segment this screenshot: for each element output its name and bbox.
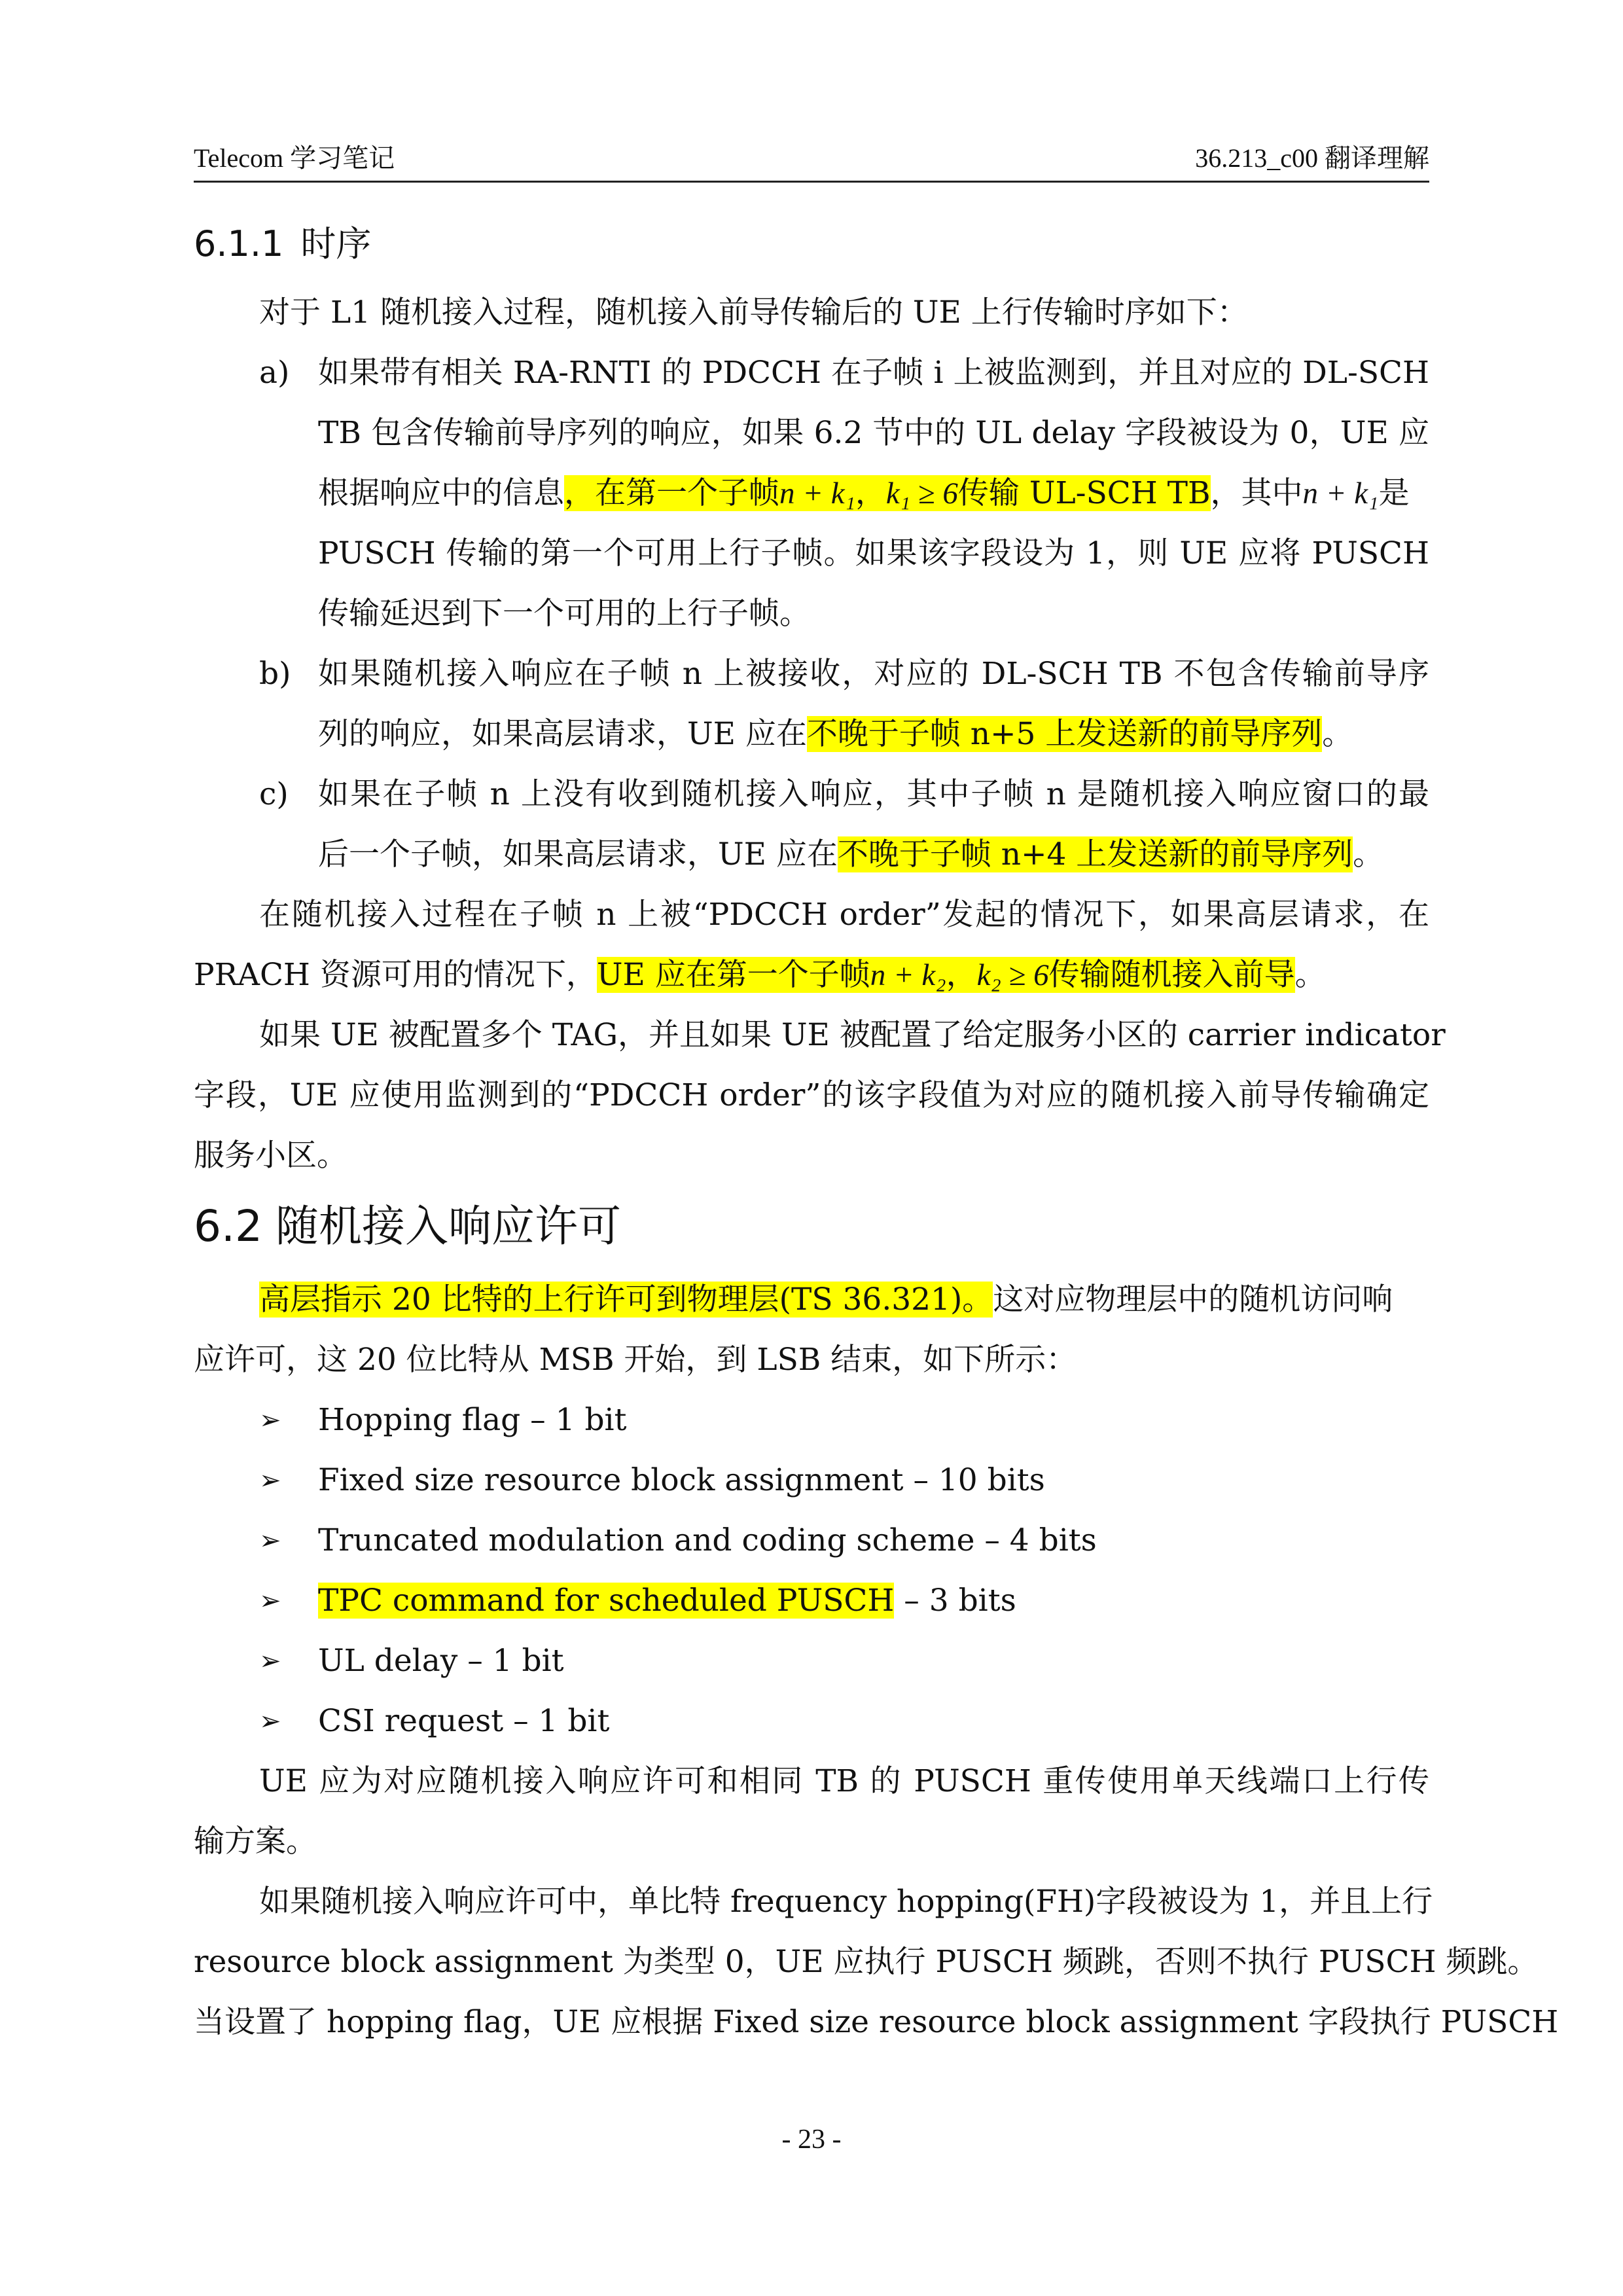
text-run: ， [946, 957, 977, 993]
text-run: 这对应物理层中的随机访问响 [993, 1282, 1393, 1318]
math-expr: n + k₂ [870, 958, 946, 992]
text-run: 根据响应中的信息 [318, 475, 564, 511]
section-title: 随机接入响应许可 [275, 1201, 621, 1251]
text-run: 是 [1378, 475, 1410, 511]
text-run: ， [855, 475, 886, 511]
section-number: 6.2 [194, 1201, 262, 1251]
item-a-line-4: PUSCH 传输的第一个可用上行子帧。如果该字段设为 1，则 UE 应将 PUSCH [318, 535, 1429, 571]
hopping-paragraph-line-2: resource block assignment 为类型 0，UE 应执行 PUSCH 频跳，否则不执行 PUSCH 频跳。 [194, 1944, 1539, 1980]
item-a-line-5: 传输延迟到下一个可用的上行子帧。 [318, 596, 810, 632]
grant-paragraph-line-2: 应许可，这 20 位比特从 MSB 开始，到 LSB 结束，如下所示： [194, 1342, 1077, 1378]
highlight-run: 不晚于子帧 n+5 上发送新的前导序列 [806, 716, 1323, 752]
text-run: 。 [1353, 836, 1384, 872]
text-run: 后一个子帧，如果高层请求，UE 应在 [318, 836, 838, 872]
bullet-item: Truncated modulation and coding scheme – 4 bits [318, 1522, 1097, 1558]
text-run: 列的响应，如果高层请求，UE 应在 [318, 716, 807, 752]
hopping-paragraph-line-3: 当设置了 hopping flag，UE 应根据 Fixed size resource block assignment 字段执行 PUSCH [194, 2004, 1559, 2040]
math-expr: n + k₁ [1302, 476, 1379, 511]
single-antenna-line-1: UE 应为对应随机接入响应许可和相同 TB 的 PUSCH 重传使用单天线端口上行传 [259, 1763, 1429, 1799]
page-number: - 23 - [781, 2125, 842, 2155]
tag-paragraph-line-3: 服务小区。 [194, 1138, 348, 1174]
arrow-bullet-icon: ➢ [259, 1646, 281, 1676]
item-a-label: a) [259, 355, 290, 391]
grant-paragraph-line-1 [259, 1280, 1393, 1319]
text-run: 。 [1322, 716, 1353, 752]
text-run: 传输 UL-SCH TB [957, 475, 1211, 511]
item-b-line-1: 如果随机接入响应在子帧 n 上被接收，对应的 DL-SCH TB 不包含传输前导序 [318, 656, 1429, 692]
bullet-item: Fixed size resource block assignment – 10 bits [318, 1462, 1045, 1498]
item-c-line-1: 如果在子帧 n 上没有收到随机接入响应，其中子帧 n 是随机接入响应窗口的最 [318, 776, 1429, 812]
arrow-bullet-icon: ➢ [259, 1706, 281, 1736]
item-a-line-3 [318, 474, 1409, 513]
arrow-bullet-icon: ➢ [259, 1405, 281, 1435]
arrow-bullet-icon: ➢ [259, 1526, 281, 1556]
bullet-item [318, 1581, 1016, 1621]
highlight-run: TPC command for scheduled PUSCH [318, 1583, 895, 1619]
bullet-item: Hopping flag – 1 bit [318, 1402, 627, 1438]
highlight-run [597, 957, 1295, 993]
section-heading-6-2 [194, 1191, 621, 1253]
text-run: ，其中 [1210, 475, 1303, 511]
math-expr: k₁ ≥ 6 [885, 476, 958, 511]
tag-paragraph-line-2: 字段，UE 应使用监测到的“PDCCH order”的该字段值为对应的随机接入前导传输确定 [194, 1077, 1429, 1113]
highlight-run: 高层指示 20 比特的上行许可到物理层(TS 36.321)。 [259, 1282, 993, 1318]
item-a-line-1: 如果带有相关 RA-RNTI 的 PDCCH 在子帧 i 上被监测到，并且对应的 DL-SCH [318, 355, 1429, 391]
item-a-line-2: TB 包含传输前导序列的响应，如果 6.2 节中的 UL delay 字段被设为 0，UE 应 [318, 415, 1429, 451]
pdcch-order-line-2 [194, 956, 1326, 995]
math-expr: n + k₁ [779, 476, 855, 511]
math-expr: k₂ ≥ 6 [976, 958, 1049, 992]
item-c-label: c) [259, 776, 289, 812]
item-c-line-2 [318, 835, 1383, 874]
section-number: 6.1.1 [194, 223, 284, 264]
hopping-paragraph-line-1: 如果随机接入响应许可中，单比特 frequency hopping(FH)字段被设为 1，并且上行 [259, 1884, 1433, 1920]
text-run: PRACH 资源可用的情况下， [194, 957, 597, 993]
section-title: 时序 [300, 223, 372, 264]
intro-paragraph: 对于 L1 随机接入过程，随机接入前导传输后的 UE 上行传输时序如下： [259, 295, 1248, 331]
text-run: 传输随机接入前导 [1048, 957, 1295, 993]
header-rule [194, 181, 1429, 183]
item-b-label: b) [259, 656, 291, 692]
highlight-run: 不晚于子帧 n+4 上发送新的前导序列 [837, 836, 1353, 872]
section-heading-6-1-1 [194, 216, 371, 266]
text-run: UE 应在第一个子帧 [596, 957, 870, 993]
header-right-title: 36.213_c00 翻译理解 [1195, 143, 1429, 173]
text-run: ，在第一个子帧 [564, 475, 779, 511]
arrow-bullet-icon: ➢ [259, 1586, 281, 1616]
text-run: – 3 bits [894, 1583, 1016, 1619]
header-left-title: Telecom 学习笔记 [194, 143, 395, 173]
highlight-run [564, 475, 1211, 511]
pdcch-order-line-1: 在随机接入过程在子帧 n 上被“PDCCH order”发起的情况下，如果高层请求，在 [259, 897, 1429, 933]
bullet-item: CSI request – 1 bit [318, 1703, 610, 1739]
tag-paragraph-line-1: 如果 UE 被配置多个 TAG，并且如果 UE 被配置了给定服务小区的 carrier indicator [259, 1017, 1446, 1053]
text-run: 。 [1294, 957, 1326, 993]
single-antenna-line-2: 输方案。 [194, 1823, 317, 1859]
page-header [194, 131, 1429, 181]
arrow-bullet-icon: ➢ [259, 1465, 281, 1496]
item-b-line-2 [318, 715, 1353, 754]
bullet-item: UL delay – 1 bit [318, 1643, 564, 1679]
